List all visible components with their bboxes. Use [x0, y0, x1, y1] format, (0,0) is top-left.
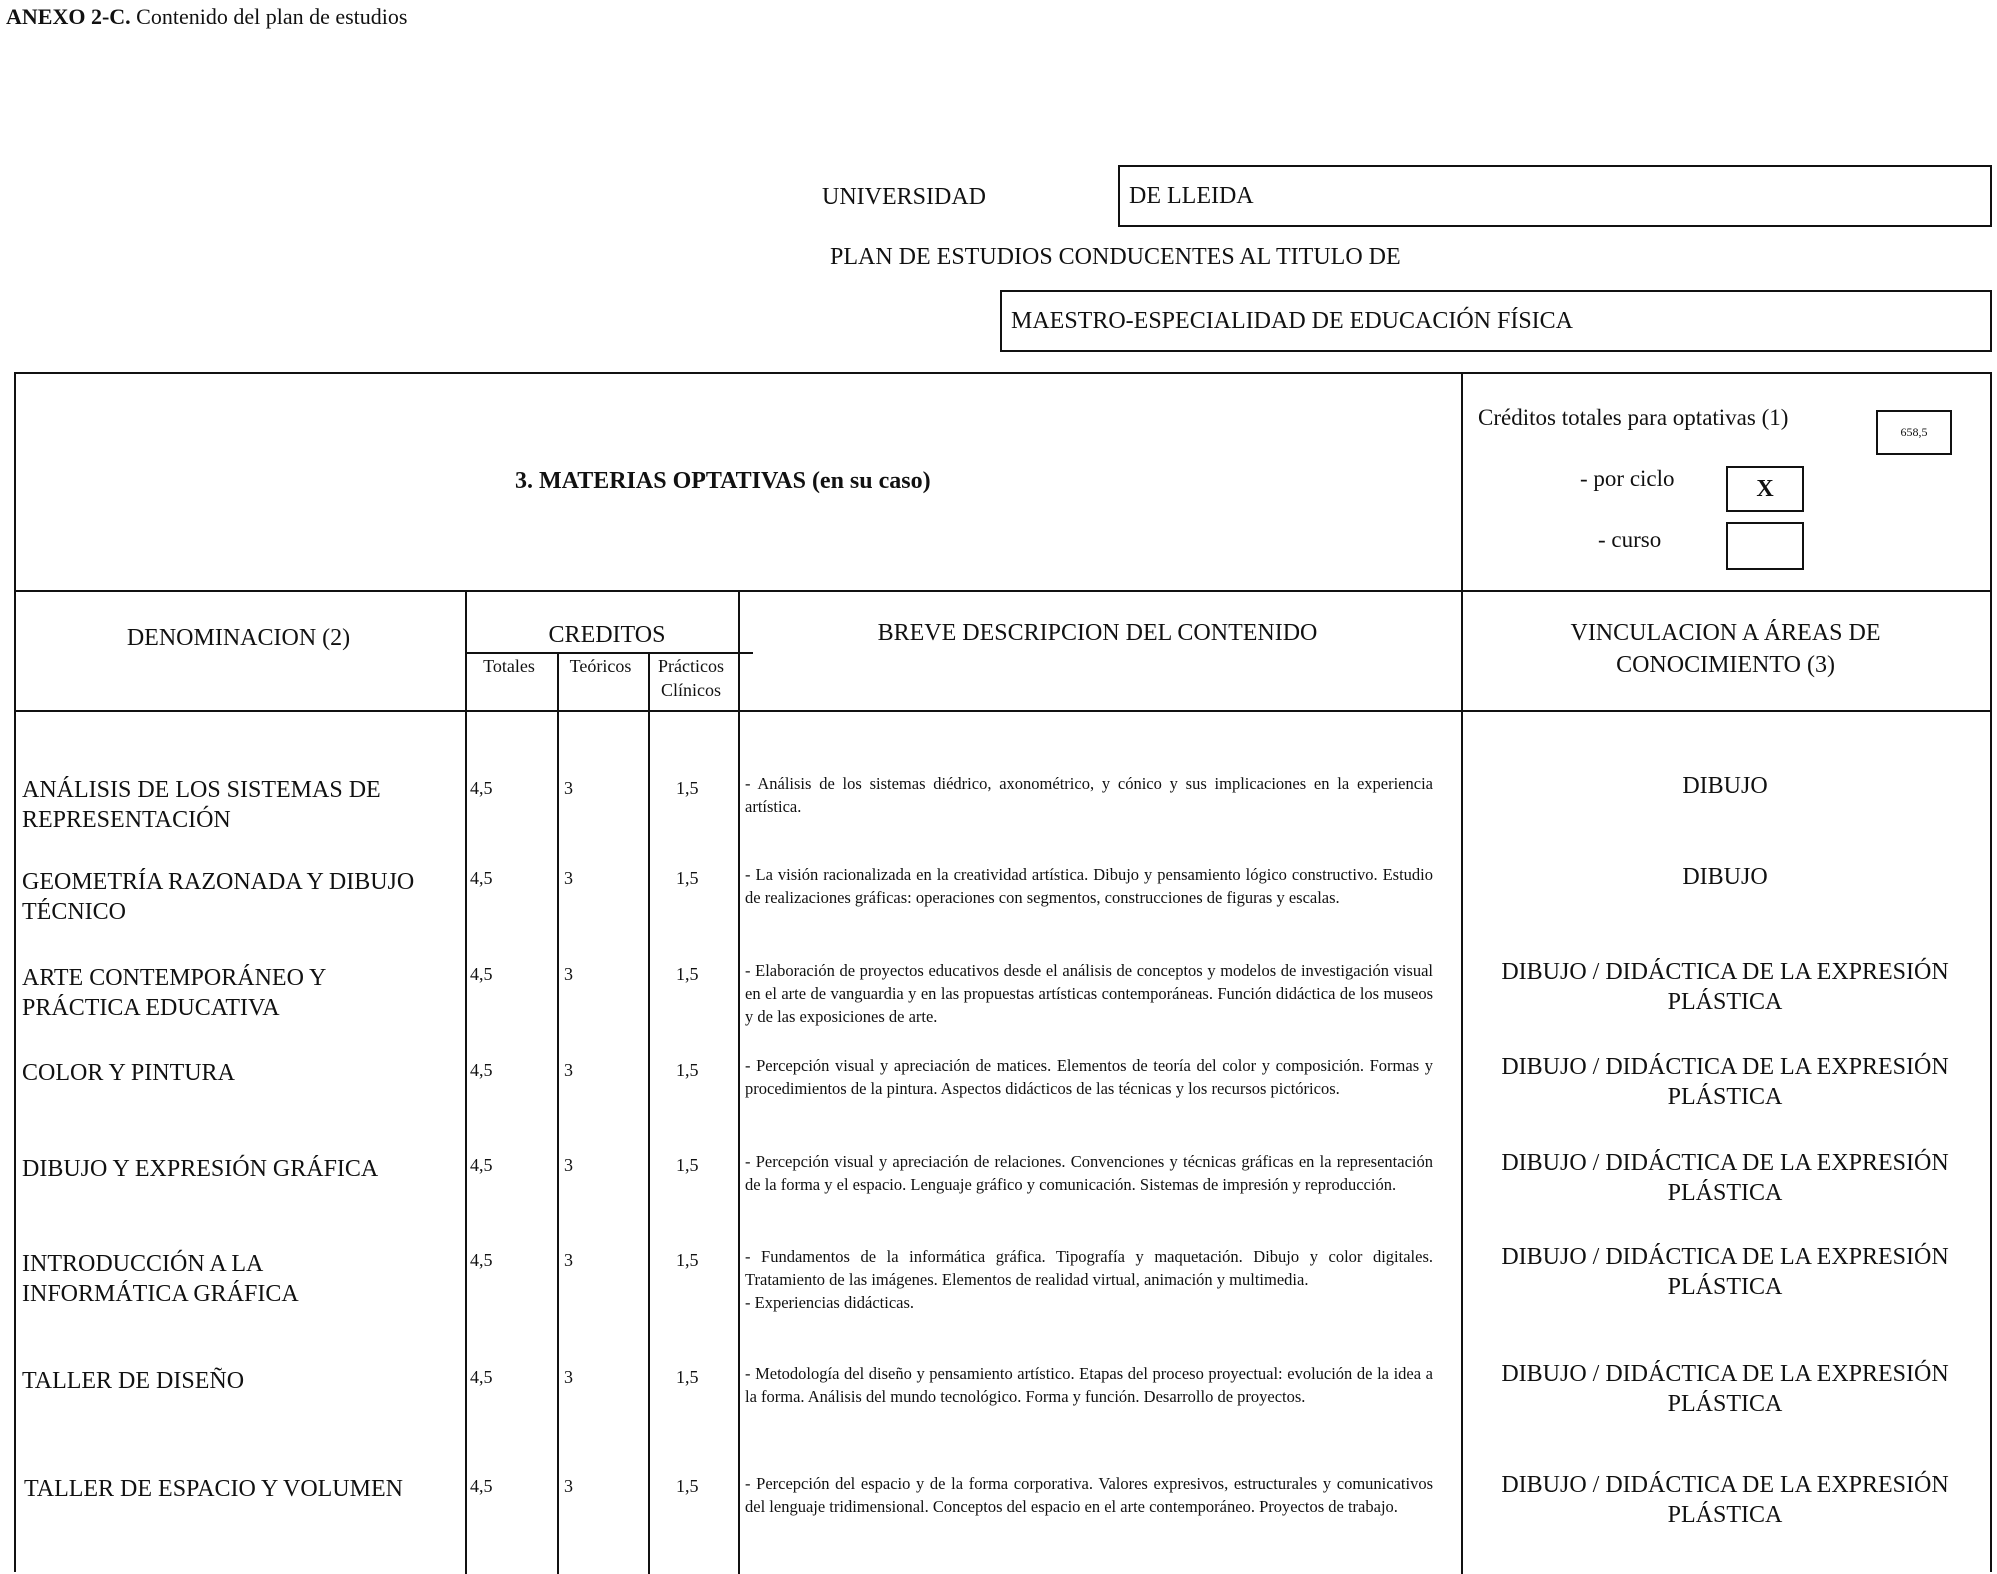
table-row	[24, 1474, 464, 1504]
row-name-line1: INTRODUCCIÓN A LA	[22, 1251, 264, 1277]
row-teoricos: 3	[564, 868, 573, 888]
row-area-line2: PLÁSTICA	[1667, 989, 1783, 1015]
row-totales: 4,5	[470, 778, 493, 798]
table-col-rule-totales	[465, 590, 467, 1574]
row-teoricos: 3	[564, 1155, 573, 1175]
row-area-line1: DIBUJO / DIDÁCTICA DE LA EXPRESIÓN	[1501, 959, 1949, 985]
row-name-line2: PRÁCTICA EDUCATIVA	[22, 995, 280, 1021]
table-col-rule-area	[1461, 374, 1463, 1574]
university-value-box	[1118, 165, 1992, 227]
table-rule-colhead	[16, 710, 1990, 712]
table-row	[22, 867, 462, 927]
table-row	[22, 1058, 462, 1088]
table-rule-header	[16, 590, 1990, 592]
table-col-rule-practicos	[648, 652, 650, 1574]
col-creditos: CREDITOS	[548, 622, 666, 648]
university-value: DE LLEIDA	[1129, 182, 1254, 209]
row-description: - Elaboración de proyectos educativos desde el análisis de conceptos y modelos de investigación visual en el arte de vanguardia y en las propuestas artísticas contemporáneas. Función didáctica de los museos y de las exposiciones de arte.	[745, 961, 1433, 1026]
col-vinculacion-line2: CONOCIMIENTO (3)	[1616, 652, 1835, 678]
col-vinculacion	[1459, 617, 1992, 681]
credits-total-value: 658,5	[1900, 425, 1928, 439]
row-area	[1465, 957, 1985, 1017]
row-practicos: 1,5	[676, 964, 699, 984]
col-totales: Totales	[483, 656, 535, 676]
row-practicos: 1,5	[676, 1476, 699, 1496]
row-area	[1465, 862, 1985, 892]
curso-label: - curso	[1598, 527, 1662, 552]
col-denominacion: DENOMINACION (2)	[126, 625, 351, 651]
row-area-line1: DIBUJO / DIDÁCTICA DE LA EXPRESIÓN	[1501, 1472, 1949, 1498]
row-description: - Percepción visual y apreciación de matices. Elementos de teoría del color y composición. Formas y procedimientos de la pintura. Aspectos didácticos de las técnicas y los recursos pictóricos.	[745, 1056, 1433, 1098]
row-practicos: 1,5	[676, 1060, 699, 1080]
row-teoricos: 3	[564, 778, 573, 798]
row-name-line1: ARTE CONTEMPORÁNEO Y	[22, 965, 327, 991]
row-practicos: 1,5	[676, 1250, 699, 1270]
row-area-line1: DIBUJO	[1682, 773, 1768, 799]
table-col-rule-desc	[738, 590, 740, 1574]
row-area-line2: PLÁSTICA	[1667, 1391, 1783, 1417]
university-label: UNIVERSIDAD	[822, 184, 986, 210]
row-practicos: 1,5	[676, 1155, 699, 1175]
table-row	[22, 1154, 462, 1184]
section-title: 3. MATERIAS OPTATIVAS (en su caso)	[515, 468, 931, 494]
row-description-main: - Fundamentos de la informática gráfica. Tipografía y maquetación. Dibujo y color digitales. Tratamiento de las imágenes. Elementos de realidad virtual, animación y multimedia.	[745, 1247, 1433, 1289]
row-area	[1465, 1470, 1985, 1530]
row-area-line1: DIBUJO / DIDÁCTICA DE LA EXPRESIÓN	[1501, 1054, 1949, 1080]
row-name-line1: COLOR Y PINTURA	[22, 1060, 235, 1086]
row-totales: 4,5	[470, 868, 493, 888]
row-name-line2: REPRESENTACIÓN	[22, 807, 231, 833]
row-practicos: 1,5	[676, 778, 699, 798]
row-area	[1465, 1242, 1985, 1302]
row-practicos: 1,5	[676, 868, 699, 888]
col-practicos-line1: Prácticos	[658, 656, 724, 676]
table-row	[22, 1366, 462, 1396]
row-area	[1465, 1359, 1985, 1419]
row-area-line2: PLÁSTICA	[1667, 1502, 1783, 1528]
row-teoricos: 3	[564, 1476, 573, 1496]
credits-total-box	[1876, 410, 1952, 455]
annex-title: ANEXO 2-C. Contenido del plan de estudios	[6, 4, 408, 29]
table-row	[22, 775, 462, 835]
row-totales: 4,5	[470, 1476, 493, 1496]
row-name-line1: GEOMETRÍA RAZONADA Y DIBUJO	[22, 869, 415, 895]
row-description	[745, 1245, 1433, 1314]
row-area	[1465, 1052, 1985, 1112]
row-description-extra: - Experiencias didácticas.	[745, 1293, 915, 1312]
row-description: - Percepción del espacio y de la forma corporativa. Valores expresivos, estructurales y comunicativos del lenguaje tridimensional. Conceptos del espacio en el arte contemporáneo. Proyectos de trabajo.	[745, 1474, 1433, 1516]
row-teoricos: 3	[564, 1250, 573, 1270]
col-descripcion: BREVE DESCRIPCION DEL CONTENIDO	[877, 620, 1318, 646]
table-col-rule-teoricos	[557, 652, 559, 1574]
row-area-line1: DIBUJO / DIDÁCTICA DE LA EXPRESIÓN	[1501, 1150, 1949, 1176]
row-totales: 4,5	[470, 964, 493, 984]
row-totales: 4,5	[470, 1155, 493, 1175]
row-teoricos: 3	[564, 964, 573, 984]
por-ciclo-value: X	[1756, 475, 1774, 502]
degree-title-box	[1000, 290, 1992, 352]
row-description: - La visión racionalizada en la creatividad artística. Dibujo y pensamiento lógico constructivo. Estudio de realizaciones gráficas: operaciones con segmentos, construcciones de figuras y escalas.	[745, 865, 1433, 907]
table-row	[22, 1249, 462, 1309]
row-description: - Análisis de los sistemas diédrico, axonométrico, y cónico y sus implicaciones en la experiencia artística.	[745, 774, 1433, 816]
row-area	[1465, 1148, 1985, 1208]
table-row	[22, 963, 462, 1023]
row-name-line2: TÉCNICO	[22, 899, 126, 925]
row-practicos: 1,5	[676, 1367, 699, 1387]
col-practicos	[646, 654, 736, 702]
row-teoricos: 3	[564, 1060, 573, 1080]
row-area-line1: DIBUJO / DIDÁCTICA DE LA EXPRESIÓN	[1501, 1244, 1949, 1270]
curso-box	[1726, 522, 1804, 570]
row-name-line1: ANÁLISIS DE LOS SISTEMAS DE	[22, 777, 381, 803]
row-area-line2: PLÁSTICA	[1667, 1084, 1783, 1110]
row-area-line1: DIBUJO	[1682, 864, 1768, 890]
col-vinculacion-line1: VINCULACION A ÁREAS DE	[1570, 620, 1881, 646]
row-totales: 4,5	[470, 1060, 493, 1080]
col-practicos-line2: Clínicos	[660, 680, 721, 700]
row-area-line2: PLÁSTICA	[1667, 1274, 1783, 1300]
degree-title-value: MAESTRO-ESPECIALIDAD DE EDUCACIÓN FÍSICA	[1011, 307, 1574, 334]
por-ciclo-label: - por ciclo	[1580, 466, 1675, 491]
row-name-line1: TALLER DE ESPACIO Y VOLUMEN	[24, 1476, 403, 1502]
row-totales: 4,5	[470, 1367, 493, 1387]
por-ciclo-box	[1726, 466, 1804, 512]
row-description: - Metodología del diseño y pensamiento artístico. Etapas del proceso proyectual: evolución de la idea a la forma. Análisis del mundo tecnológico. Forma y función. Desarrollo de proyectos.	[745, 1364, 1433, 1406]
row-teoricos: 3	[564, 1367, 573, 1387]
row-totales: 4,5	[470, 1250, 493, 1270]
col-teoricos: Teóricos	[569, 656, 632, 676]
row-area-line1: DIBUJO / DIDÁCTICA DE LA EXPRESIÓN	[1501, 1361, 1949, 1387]
row-area	[1465, 771, 1985, 801]
row-name-line1: DIBUJO Y EXPRESIÓN GRÁFICA	[22, 1156, 379, 1182]
row-description: - Percepción visual y apreciación de relaciones. Convenciones y técnicas gráficas en la representación de la forma y el espacio. Lenguaje gráfico y comunicación. Sistemas de impresión y reproducción.	[745, 1152, 1433, 1194]
plan-label: PLAN DE ESTUDIOS CONDUCENTES AL TITULO DE	[830, 244, 1401, 270]
row-area-line2: PLÁSTICA	[1667, 1180, 1783, 1206]
row-name-line2: INFORMÁTICA GRÁFICA	[22, 1281, 299, 1307]
row-name-line1: TALLER DE DISEÑO	[22, 1368, 245, 1394]
credits-total-label: Créditos totales para optativas (1)	[1478, 405, 1789, 430]
